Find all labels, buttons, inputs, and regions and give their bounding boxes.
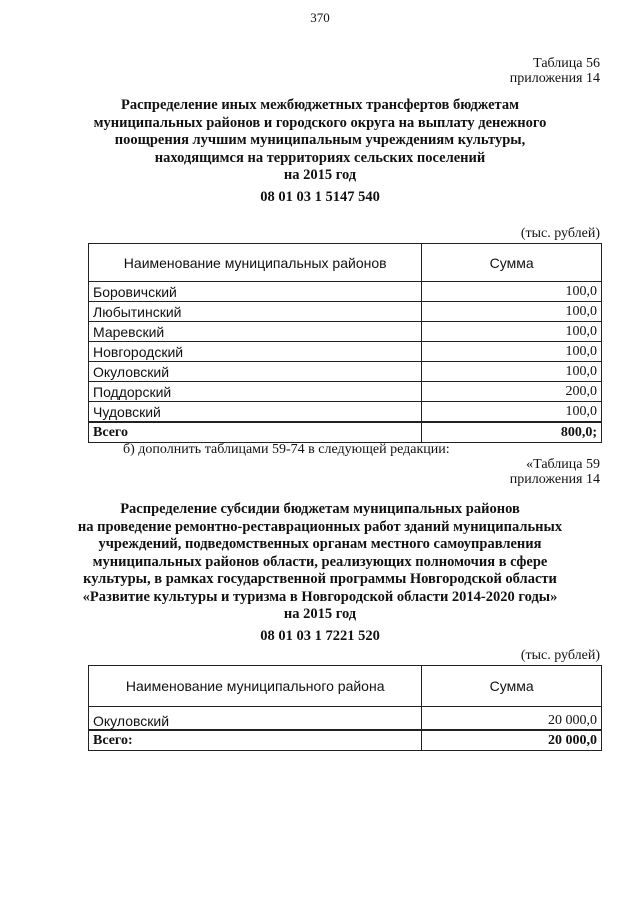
- title-line: муниципальных районов и городского округа на выплату денежного: [93, 114, 547, 131]
- title-line: поощрения лучшим муниципальным учреждениям культуры,: [114, 132, 526, 148]
- table56: [88, 243, 602, 443]
- district-name: Окуловский: [89, 707, 422, 731]
- page-number: 370: [310, 10, 330, 25]
- district-sum: 20 000,0: [422, 707, 602, 731]
- table-row: [89, 282, 602, 302]
- district-name: Поддорский: [89, 382, 422, 402]
- table56-reference: [510, 56, 600, 86]
- table56-units: (тыс. рублей): [520, 226, 600, 241]
- district-sum: 100,0: [422, 302, 602, 322]
- total-label: Всего: [89, 422, 422, 443]
- table59-units: (тыс. рублей): [520, 648, 600, 663]
- table59-ref-line2: приложения 14: [509, 472, 600, 487]
- title-line: находящимся на территориях сельских поселений: [154, 149, 486, 166]
- table-row: [89, 342, 602, 362]
- column-header-sum: Сумма: [422, 666, 602, 707]
- table-row: [89, 322, 602, 342]
- district-sum: 100,0: [422, 322, 602, 342]
- table-row: [89, 382, 602, 402]
- district-name: Боровичский: [89, 282, 422, 302]
- table-row: [89, 362, 602, 382]
- district-sum: 100,0: [422, 362, 602, 382]
- title-line: культуры, в рамках государственной программы Новгородской области: [83, 571, 557, 587]
- title-line: «Развитие культуры и туризма в Новгородской области 2014-2020 годы»: [82, 588, 558, 605]
- district-sum: 200,0: [422, 382, 602, 402]
- table-total-row: [89, 422, 602, 443]
- table-header: [89, 244, 602, 282]
- amendment-note: б) дополнить таблицами 59-74 в следующей редакции:: [123, 442, 450, 457]
- table59-title: [40, 501, 600, 624]
- table59: [88, 665, 602, 751]
- table-header: [89, 666, 602, 707]
- district-name: Любытинский: [89, 302, 422, 322]
- title-line: муниципальных районов области, реализующих полномочия в сфере: [92, 553, 548, 570]
- total-label: Всего:: [89, 730, 422, 751]
- table-row: [89, 402, 602, 423]
- title-line: учреждений, подведомственных органам местного самоуправления: [98, 536, 542, 552]
- table-row: [89, 707, 602, 731]
- district-sum: 100,0: [422, 282, 602, 302]
- table-total-row: [89, 730, 602, 751]
- table59-ref-line1: «Таблица 59: [526, 457, 600, 472]
- table56-ref-line2: приложения 14: [509, 71, 600, 86]
- district-sum: 100,0: [422, 342, 602, 362]
- total-sum: 800,0;: [422, 422, 602, 443]
- column-header-name: Наименование муниципального района: [89, 666, 422, 707]
- table56-budget-code: 08 01 03 1 5147 540: [260, 189, 380, 205]
- district-name: Чудовский: [89, 402, 422, 423]
- district-sum: 100,0: [422, 402, 602, 423]
- table59-reference: [510, 457, 600, 487]
- table59-budget-code: 08 01 03 1 7221 520: [260, 628, 380, 644]
- district-name: Маревский: [89, 322, 422, 342]
- table56-ref-line1: Таблица 56: [533, 56, 600, 71]
- column-header-sum: Сумма: [422, 244, 602, 282]
- total-sum: 20 000,0: [422, 730, 602, 751]
- column-header-name: Наименование муниципальных районов: [89, 244, 422, 282]
- title-line: на проведение ремонтно-реставрационных работ зданий муниципальных: [77, 518, 563, 535]
- district-name: Новгородский: [89, 342, 422, 362]
- title-line: на 2015 год: [283, 167, 357, 183]
- title-line: на 2015 год: [283, 606, 357, 622]
- title-line: Распределение иных межбюджетных трансфертов бюджетам: [121, 97, 519, 113]
- district-name: Окуловский: [89, 362, 422, 382]
- table56-title: [60, 97, 580, 185]
- title-line: Распределение субсидии бюджетам муниципальных районов: [120, 501, 520, 517]
- table-row: [89, 302, 602, 322]
